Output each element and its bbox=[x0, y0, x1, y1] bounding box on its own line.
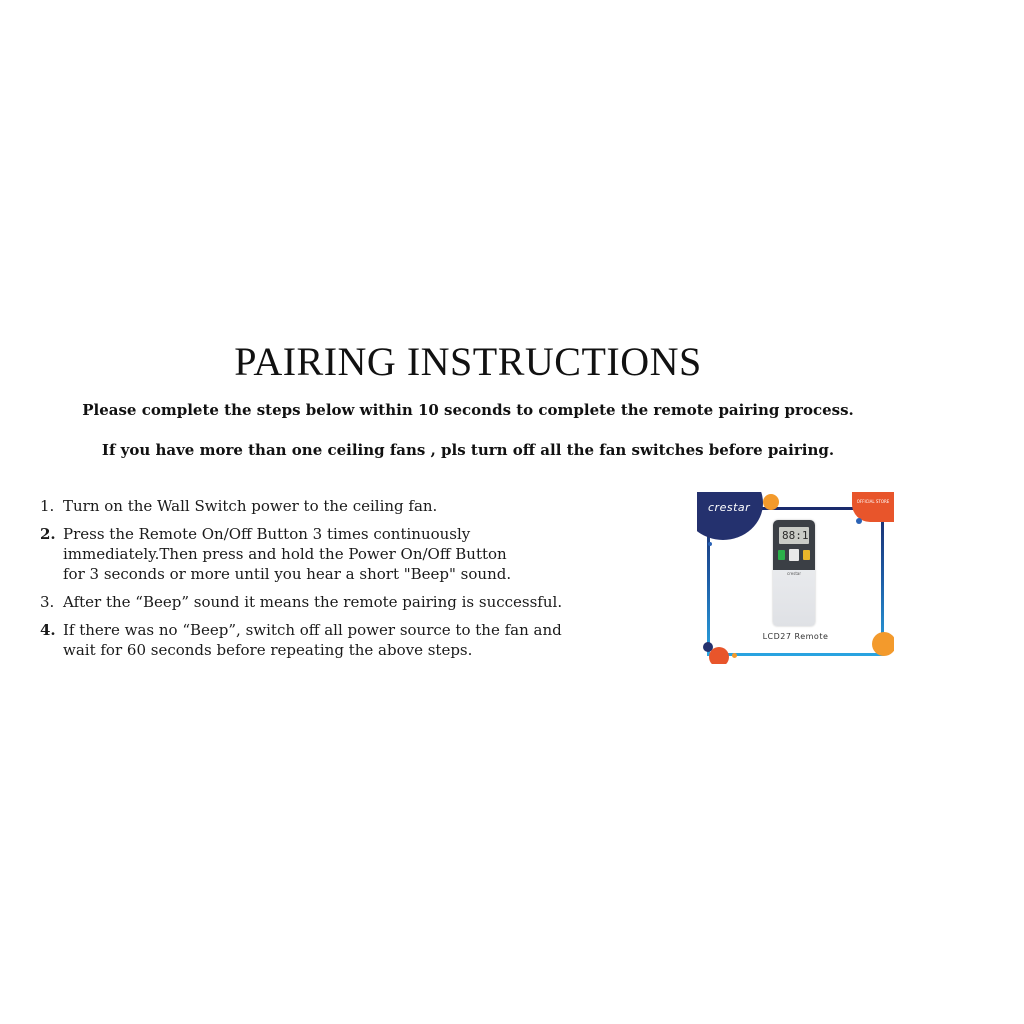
lcd-digits: 88:1 bbox=[782, 529, 809, 542]
decorative-dot bbox=[732, 653, 737, 658]
product-caption: LCD27 Remote bbox=[762, 632, 829, 641]
step-line: If there was no “Beep”, switch off all power source to the fan and bbox=[63, 621, 562, 639]
remote-control-illustration bbox=[773, 520, 815, 626]
official-store-badge: OFFICIAL STORE bbox=[852, 492, 894, 522]
step-item bbox=[40, 620, 640, 660]
step-text bbox=[63, 524, 640, 584]
brand-logo: crestar bbox=[708, 501, 751, 514]
decorative-dot bbox=[872, 632, 894, 656]
pairing-steps-list bbox=[40, 496, 640, 668]
step-text bbox=[63, 496, 640, 516]
step-item bbox=[40, 592, 640, 612]
step-line: immediately.Then press and hold the Power On/Off Button bbox=[63, 545, 507, 563]
instruction-subtitle-time: Please complete the steps below within 10 seconds to complete the remote pairing process. bbox=[82, 401, 854, 419]
step-line: Turn on the Wall Switch power to the ceiling fan. bbox=[63, 497, 438, 515]
page-title: PAIRING INSTRUCTIONS bbox=[234, 339, 702, 384]
step-line: After the “Beep” sound it means the remote pairing is successful. bbox=[63, 593, 563, 611]
decorative-dot bbox=[708, 542, 712, 546]
decorative-dot bbox=[856, 518, 862, 524]
remote-brand-label: crestar bbox=[787, 571, 801, 576]
step-text bbox=[63, 592, 640, 612]
step-number: 2. bbox=[40, 525, 56, 543]
remote-power-button bbox=[789, 549, 799, 561]
remote-green-button bbox=[778, 550, 785, 560]
step-item bbox=[40, 496, 640, 516]
step-number: 3. bbox=[40, 593, 55, 611]
product-image-lcd27-remote bbox=[697, 492, 894, 664]
decorative-dot bbox=[709, 647, 729, 664]
step-text bbox=[63, 620, 640, 660]
step-line: wait for 60 seconds before repeating the above steps. bbox=[63, 641, 473, 659]
decorative-dot bbox=[763, 494, 779, 510]
remote-yellow-button bbox=[803, 550, 810, 560]
step-number: 4. bbox=[40, 621, 56, 639]
step-line: for 3 seconds or more until you hear a short "Beep" sound. bbox=[63, 565, 512, 583]
remote-lcd-screen bbox=[779, 527, 809, 544]
step-number: 1. bbox=[40, 497, 55, 515]
step-line: Press the Remote On/Off Button 3 times continuously bbox=[63, 525, 471, 543]
step-item bbox=[40, 524, 640, 584]
instruction-subtitle-multiple-fans: If you have more than one ceiling fans , pls turn off all the fan switches before pairing. bbox=[101, 441, 835, 459]
remote-face bbox=[773, 520, 815, 570]
